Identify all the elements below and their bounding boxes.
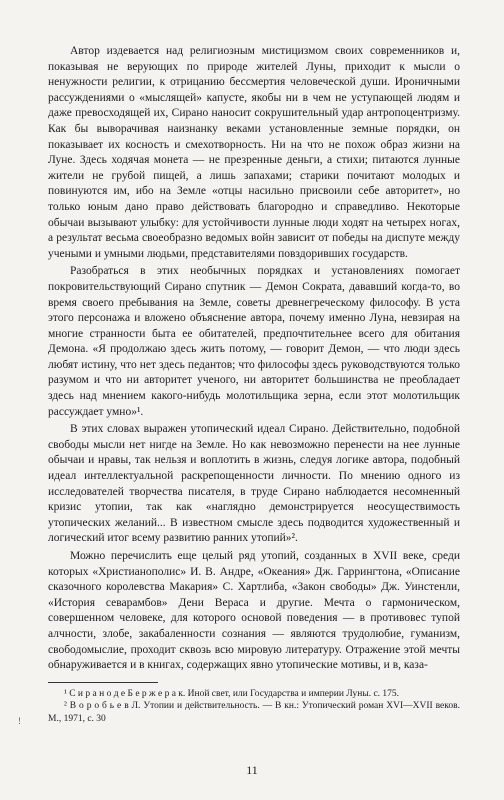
- page-body: [48, 44, 460, 725]
- page-number: 11: [246, 763, 258, 777]
- footnote-1: ¹ С и р а н о д е Б е р ж е р а к. Иной свет, или Государства и империи Луны. с. 175.: [64, 688, 400, 699]
- paragraph-2: Разобраться в этих необычных порядках и установлениях помогает покровительствующий Сирано спутник — Демон Сократа, дававший когда-то, во время своего пребывания на Земле, советы древнегреческому философу. В уста этого персонажа и вложено объяснение автора, почему именно Луна, невзирая на многие странности быта ее обитателей, предпочтительнее всего для обитания Демона. «Я продолжаю здесь жить потому, — говорит Демон, — что люди здесь любят истину, что нет здесь педантов; что философы здесь руководствуются только разумом и что ни авторитет ученого, ни авторитет большинства не преобладает здесь над мнением какого-нибудь молотильщика зерна, если этот молотильщик рассуждает умно»¹.: [48, 265, 460, 418]
- paragraph-3: В этих словах выражен утопический идеал Сирано. Действительно, подобной свободы мысли нет нигде на Земле. Но как невозможно перенести на нее лунные обычаи и нравы, так нельзя и воплотить в жизнь, следуя логике автора, подобный идеал интеллектуальной раскрепощенности личности. По мнению одного из исследователей творчества писателя, в труде Сирано наблюдается несомненный кризис утопии, так как «наглядно демонстрируется неосуществимость утопических желаний... В известном смысле здесь подводится художественный и логический итог всему развитию ранних утопий»².: [48, 423, 460, 545]
- margin-mark: !: [18, 716, 21, 726]
- paragraph-4: Можно перечислить еще целый ряд утопий, созданных в XVII веке, среди которых «Христианополис» И. В. Андре, «Океания» Дж. Гаррингтона, «Описание сказочного королевства Макария» С. Хартлиба, «Закон свободы» Дж. Уинстенли, «История севарамбов» Дени Вераса и другие. Мечта о гармоническом, совершенном человеке, для которого основой поведения — в противовес тупой алчности, злобе, закабаленности сознания — являются трудолюбие, гуманизм, свободомыслие, проходит сквозь всю мировую литературу. Отражение этой мечты обнаруживается и в книгах, содержащих явно утопические мотивы, и в, каза-: [48, 550, 460, 672]
- footnote-divider: [48, 682, 158, 683]
- footnote-2: ² В о р о б ь е в Л. Утопии и действительность. — В кн.: Утопический роман XVI—XVII веков. М., 1971, с. 30: [48, 701, 460, 724]
- paragraph-1: Автор издевается над религиозным мистицизмом своих современников и, показывая не верующих по природе жителей Луны, приходит к мысли о ненужности религии, к отрицанию бессмертия человеческой души. Ироничными рассуждениями о «мыслящей» капусте, якобы ни в чем не уступающей людям и даже превосходящей их, Сирано наносит сокрушительный удар антропоцентризму. Как бы выворачивая наизнанку веками установленные земные порядки, он показывает их косность и смехотворность. Ни на что не похож образ жизни на Луне. Здесь ходячая монета — не презренные деньги, а стихи; питаются лунные жители не грубой пищей, а лишь запахами; старики почитают молодых и повинуются им, ибо на Земле «отцы насильно присвоили себе авторитет», но только юным дано право действовать благородно и справедливо. Некоторые обычаи вызывают улыбку: для устойчивости лунные люди ходят на четырех ногах, а результат весьма своеобразно ведомых войн зависит от победы на диспуте между учеными и умными людьми, представителями повздоривших государств.: [48, 45, 460, 260]
